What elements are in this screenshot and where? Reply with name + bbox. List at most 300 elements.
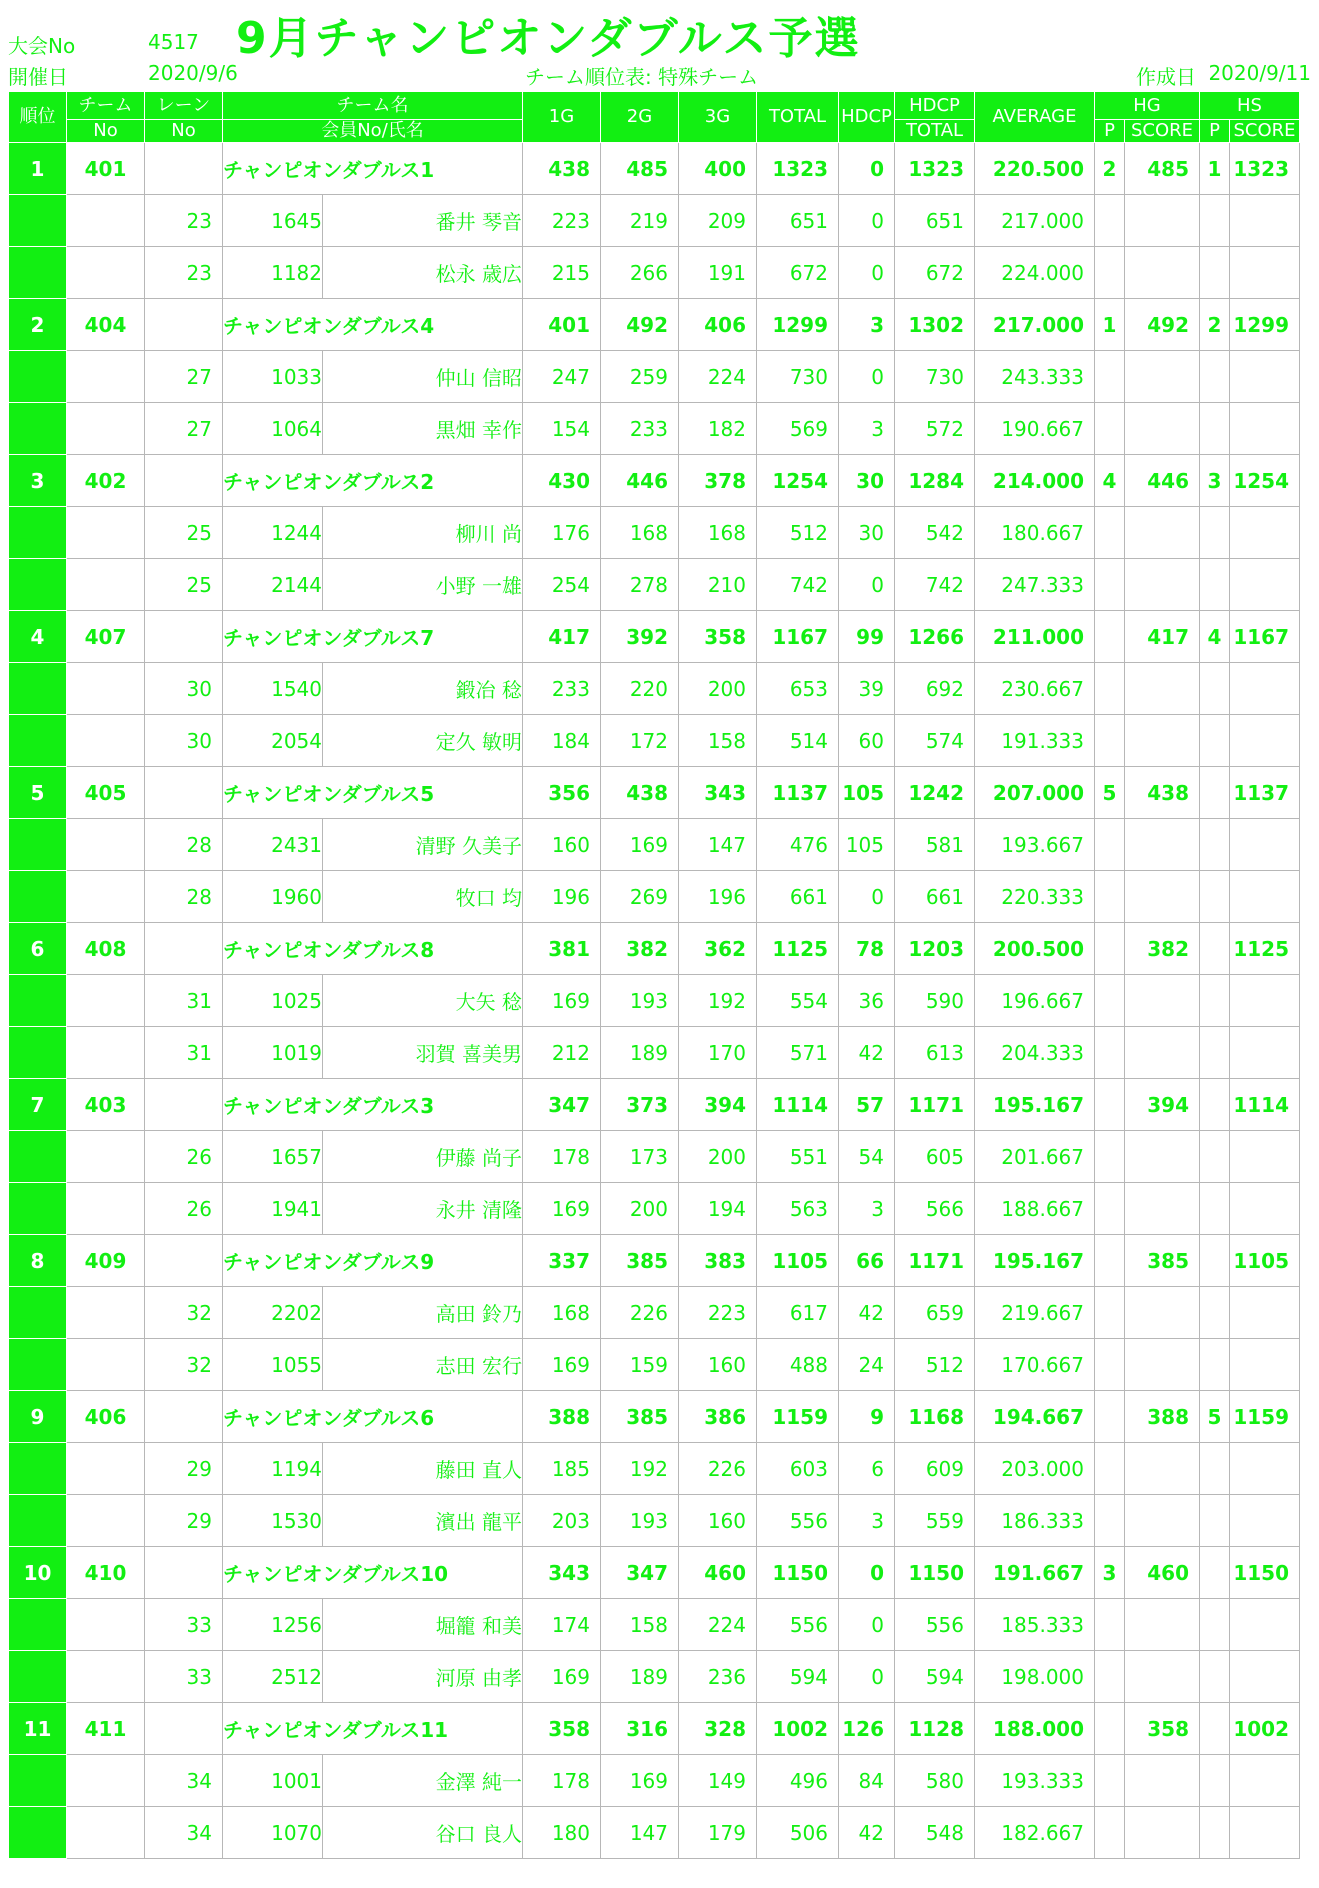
hs-p-cell: [1200, 663, 1230, 715]
member-no-cell: 1055: [223, 1339, 323, 1391]
hg-score-cell: [1125, 1807, 1200, 1859]
game2-cell: 492: [601, 299, 679, 351]
team-no-cell: [67, 1599, 145, 1651]
hdcp-total-cell: 613: [895, 1027, 975, 1079]
member-name-cell: 羽賀 喜美男: [323, 1027, 523, 1079]
hs-score-cell: 1114: [1230, 1079, 1300, 1131]
hdcp-total-cell: 742: [895, 559, 975, 611]
hdcp-total-cell: 692: [895, 663, 975, 715]
game1-cell: 169: [523, 1183, 601, 1235]
hg-p-cell: [1095, 403, 1125, 455]
team-row: [9, 1079, 1300, 1131]
hs-score-cell: 1105: [1230, 1235, 1300, 1287]
game2-cell: 278: [601, 559, 679, 611]
member-no-cell: 1070: [223, 1807, 323, 1859]
member-name-cell: 小野 一雄: [323, 559, 523, 611]
lane-no-cell: [145, 1391, 223, 1443]
member-row: [9, 247, 1300, 299]
member-name-cell: 番井 琴音: [323, 195, 523, 247]
hs-p-cell: [1200, 1079, 1230, 1131]
col-1g: 1G: [523, 92, 601, 143]
col-hs-p: P: [1200, 120, 1230, 143]
team-no-cell: 406: [67, 1391, 145, 1443]
average-cell: 191.667: [975, 1547, 1095, 1599]
col-hdcp-total-top: HDCP: [895, 92, 975, 120]
col-lane-no-bottom: No: [145, 120, 223, 143]
created-label: 作成日: [1136, 65, 1196, 89]
lane-no-cell: [145, 1703, 223, 1755]
hg-p-cell: [1095, 923, 1125, 975]
rank-cell: 7: [9, 1079, 67, 1131]
game2-cell: 269: [601, 871, 679, 923]
game3-cell: 223: [679, 1287, 757, 1339]
hs-p-cell: [1200, 819, 1230, 871]
hdcp-cell: 99: [839, 611, 895, 663]
total-cell: 569: [757, 403, 839, 455]
game2-cell: 219: [601, 195, 679, 247]
rank-cell: [9, 715, 67, 767]
hdcp-total-cell: 1266: [895, 611, 975, 663]
lane-no-cell: 34: [145, 1755, 223, 1807]
member-no-cell: 2431: [223, 819, 323, 871]
member-no-cell: 1960: [223, 871, 323, 923]
created-date: 2020/9/11: [1208, 61, 1311, 85]
total-cell: 1002: [757, 1703, 839, 1755]
hs-p-cell: [1200, 923, 1230, 975]
hs-score-cell: [1230, 871, 1300, 923]
average-cell: 230.667: [975, 663, 1095, 715]
hg-score-cell: [1125, 1495, 1200, 1547]
game2-cell: 485: [601, 143, 679, 195]
game1-cell: 169: [523, 1339, 601, 1391]
member-row: [9, 1287, 1300, 1339]
hg-p-cell: [1095, 819, 1125, 871]
lane-no-cell: 32: [145, 1287, 223, 1339]
team-no-cell: 407: [67, 611, 145, 663]
team-no-cell: [67, 1027, 145, 1079]
hg-score-cell: [1125, 1443, 1200, 1495]
hs-score-cell: 1254: [1230, 455, 1300, 507]
member-no-cell: 2144: [223, 559, 323, 611]
hs-p-cell: [1200, 559, 1230, 611]
member-name-cell: 濱出 龍平: [323, 1495, 523, 1547]
rank-cell: [9, 1183, 67, 1235]
hs-score-cell: [1230, 819, 1300, 871]
member-row: [9, 715, 1300, 767]
team-no-cell: [67, 663, 145, 715]
member-row: [9, 663, 1300, 715]
team-no-cell: 403: [67, 1079, 145, 1131]
hdcp-cell: 78: [839, 923, 895, 975]
lane-no-cell: 34: [145, 1807, 223, 1859]
lane-no-cell: [145, 455, 223, 507]
total-cell: 512: [757, 507, 839, 559]
team-name-cell: チャンピオンダブルス4: [223, 299, 523, 351]
member-no-cell: 2202: [223, 1287, 323, 1339]
hs-score-cell: [1230, 1339, 1300, 1391]
hdcp-cell: 0: [839, 1599, 895, 1651]
member-no-cell: 1657: [223, 1131, 323, 1183]
hg-score-cell: [1125, 1183, 1200, 1235]
average-cell: 204.333: [975, 1027, 1095, 1079]
game1-cell: 215: [523, 247, 601, 299]
total-cell: 1167: [757, 611, 839, 663]
game1-cell: 358: [523, 1703, 601, 1755]
game2-cell: 158: [601, 1599, 679, 1651]
lane-no-cell: [145, 299, 223, 351]
member-row: [9, 819, 1300, 871]
hs-p-cell: [1200, 1547, 1230, 1599]
hg-score-cell: [1125, 871, 1200, 923]
hs-score-cell: [1230, 663, 1300, 715]
hg-score-cell: 417: [1125, 611, 1200, 663]
game3-cell: 378: [679, 455, 757, 507]
hg-p-cell: [1095, 1391, 1125, 1443]
average-cell: 200.500: [975, 923, 1095, 975]
total-cell: 556: [757, 1495, 839, 1547]
hg-p-cell: [1095, 1131, 1125, 1183]
hdcp-cell: 9: [839, 1391, 895, 1443]
game2-cell: 385: [601, 1391, 679, 1443]
rank-cell: [9, 1495, 67, 1547]
team-row: [9, 455, 1300, 507]
hg-p-cell: 4: [1095, 455, 1125, 507]
average-cell: 201.667: [975, 1131, 1095, 1183]
game1-cell: 180: [523, 1807, 601, 1859]
game1-cell: 212: [523, 1027, 601, 1079]
col-3g: 3G: [679, 92, 757, 143]
total-cell: 1159: [757, 1391, 839, 1443]
lane-no-cell: [145, 923, 223, 975]
col-hdcp: HDCP: [839, 92, 895, 143]
average-cell: 224.000: [975, 247, 1095, 299]
hs-p-cell: [1200, 1027, 1230, 1079]
hdcp-total-cell: 1168: [895, 1391, 975, 1443]
game1-cell: 430: [523, 455, 601, 507]
game2-cell: 189: [601, 1651, 679, 1703]
member-no-cell: 1064: [223, 403, 323, 455]
hdcp-cell: 0: [839, 1651, 895, 1703]
hdcp-total-cell: 1323: [895, 143, 975, 195]
hdcp-cell: 105: [839, 767, 895, 819]
lane-no-cell: [145, 1547, 223, 1599]
lane-no-cell: [145, 1079, 223, 1131]
rank-cell: 1: [9, 143, 67, 195]
game3-cell: 160: [679, 1495, 757, 1547]
lane-no-cell: 28: [145, 871, 223, 923]
total-cell: 554: [757, 975, 839, 1027]
hg-score-cell: 385: [1125, 1235, 1200, 1287]
game3-cell: 209: [679, 195, 757, 247]
game1-cell: 337: [523, 1235, 601, 1287]
total-cell: 742: [757, 559, 839, 611]
lane-no-cell: 23: [145, 247, 223, 299]
member-row: [9, 1183, 1300, 1235]
team-no-cell: [67, 871, 145, 923]
table-title: チーム順位表: 特殊チーム: [525, 65, 759, 89]
hg-p-cell: [1095, 1443, 1125, 1495]
team-row: [9, 1703, 1300, 1755]
team-row: [9, 299, 1300, 351]
team-no-cell: [67, 559, 145, 611]
member-name-cell: 志田 宏行: [323, 1339, 523, 1391]
hg-p-cell: [1095, 611, 1125, 663]
lane-no-cell: 29: [145, 1495, 223, 1547]
lane-no-cell: 27: [145, 403, 223, 455]
team-name-cell: チャンピオンダブルス5: [223, 767, 523, 819]
hdcp-cell: 0: [839, 1547, 895, 1599]
total-cell: 1114: [757, 1079, 839, 1131]
game2-cell: 266: [601, 247, 679, 299]
hdcp-total-cell: 1242: [895, 767, 975, 819]
team-name-cell: チャンピオンダブルス10: [223, 1547, 523, 1599]
hs-score-cell: [1230, 1599, 1300, 1651]
game2-cell: 193: [601, 975, 679, 1027]
game3-cell: 328: [679, 1703, 757, 1755]
game2-cell: 193: [601, 1495, 679, 1547]
hdcp-total-cell: 651: [895, 195, 975, 247]
hs-p-cell: [1200, 1599, 1230, 1651]
rank-cell: 11: [9, 1703, 67, 1755]
date-label: 開催日: [8, 65, 68, 89]
hs-score-cell: [1230, 1287, 1300, 1339]
hg-p-cell: [1095, 871, 1125, 923]
team-no-cell: [67, 1755, 145, 1807]
member-no-cell: 1019: [223, 1027, 323, 1079]
hg-p-cell: [1095, 559, 1125, 611]
rank-cell: [9, 819, 67, 871]
average-cell: 188.667: [975, 1183, 1095, 1235]
game1-cell: 247: [523, 351, 601, 403]
hg-score-cell: [1125, 1651, 1200, 1703]
average-cell: 203.000: [975, 1443, 1095, 1495]
rank-cell: [9, 559, 67, 611]
member-name-cell: 堀籠 和美: [323, 1599, 523, 1651]
total-cell: 563: [757, 1183, 839, 1235]
team-name-cell: チャンピオンダブルス7: [223, 611, 523, 663]
event-no-label: 大会No: [8, 34, 76, 58]
member-row: [9, 871, 1300, 923]
hs-p-cell: [1200, 1651, 1230, 1703]
rank-cell: [9, 195, 67, 247]
hdcp-cell: 0: [839, 143, 895, 195]
team-name-cell: チャンピオンダブルス3: [223, 1079, 523, 1131]
table-body: [9, 143, 1300, 1859]
game3-cell: 160: [679, 1339, 757, 1391]
game2-cell: 147: [601, 1807, 679, 1859]
hg-p-cell: [1095, 663, 1125, 715]
hs-p-cell: [1200, 1703, 1230, 1755]
hg-score-cell: [1125, 819, 1200, 871]
game2-cell: 373: [601, 1079, 679, 1131]
hs-score-cell: [1230, 1183, 1300, 1235]
total-cell: 672: [757, 247, 839, 299]
hg-score-cell: [1125, 1287, 1200, 1339]
game2-cell: 173: [601, 1131, 679, 1183]
rank-cell: [9, 975, 67, 1027]
average-cell: 170.667: [975, 1339, 1095, 1391]
col-team-no-top: チーム: [67, 92, 145, 120]
rank-cell: [9, 1339, 67, 1391]
game3-cell: 200: [679, 663, 757, 715]
hg-p-cell: [1095, 1183, 1125, 1235]
col-team-no-bottom: No: [67, 120, 145, 143]
game1-cell: 381: [523, 923, 601, 975]
hdcp-total-cell: 730: [895, 351, 975, 403]
total-cell: 1254: [757, 455, 839, 507]
lane-no-cell: [145, 143, 223, 195]
member-no-cell: 1645: [223, 195, 323, 247]
hdcp-cell: 30: [839, 507, 895, 559]
hdcp-total-cell: 1203: [895, 923, 975, 975]
hdcp-total-cell: 659: [895, 1287, 975, 1339]
hdcp-cell: 3: [839, 1495, 895, 1547]
total-cell: 603: [757, 1443, 839, 1495]
member-name-cell: 松永 歳広: [323, 247, 523, 299]
member-name-cell: 谷口 良人: [323, 1807, 523, 1859]
member-name-cell: 河原 由孝: [323, 1651, 523, 1703]
game1-cell: 169: [523, 1651, 601, 1703]
hdcp-cell: 3: [839, 403, 895, 455]
hs-score-cell: [1230, 1651, 1300, 1703]
game3-cell: 343: [679, 767, 757, 819]
hdcp-total-cell: 1150: [895, 1547, 975, 1599]
hdcp-cell: 24: [839, 1339, 895, 1391]
event-date: 2020/9/6: [148, 61, 238, 85]
event-info-line: [8, 30, 1311, 62]
total-cell: 514: [757, 715, 839, 767]
game2-cell: 382: [601, 923, 679, 975]
game2-cell: 259: [601, 351, 679, 403]
average-cell: 207.000: [975, 767, 1095, 819]
hs-score-cell: [1230, 1443, 1300, 1495]
average-cell: 220.500: [975, 143, 1095, 195]
lane-no-cell: 30: [145, 715, 223, 767]
member-row: [9, 1027, 1300, 1079]
game3-cell: 168: [679, 507, 757, 559]
col-lane-no-top: レーン: [145, 92, 223, 120]
hdcp-cell: 0: [839, 559, 895, 611]
hs-p-cell: [1200, 975, 1230, 1027]
hg-p-cell: [1095, 1235, 1125, 1287]
average-cell: 193.333: [975, 1755, 1095, 1807]
rank-cell: 2: [9, 299, 67, 351]
col-hs: HS: [1200, 92, 1300, 120]
total-cell: 476: [757, 819, 839, 871]
hg-score-cell: 460: [1125, 1547, 1200, 1599]
hg-p-cell: [1095, 1703, 1125, 1755]
lane-no-cell: 30: [145, 663, 223, 715]
total-cell: 1125: [757, 923, 839, 975]
hdcp-total-cell: 1128: [895, 1703, 975, 1755]
hs-score-cell: 1299: [1230, 299, 1300, 351]
team-no-cell: [67, 975, 145, 1027]
team-no-cell: [67, 403, 145, 455]
hg-score-cell: [1125, 403, 1200, 455]
team-no-cell: [67, 1651, 145, 1703]
team-row: [9, 1391, 1300, 1443]
rank-cell: [9, 1755, 67, 1807]
hdcp-total-cell: 1171: [895, 1079, 975, 1131]
hs-p-cell: [1200, 1131, 1230, 1183]
average-cell: 195.167: [975, 1235, 1095, 1287]
hdcp-total-cell: 572: [895, 403, 975, 455]
game1-cell: 417: [523, 611, 601, 663]
game1-cell: 347: [523, 1079, 601, 1131]
member-row: [9, 507, 1300, 559]
hdcp-cell: 84: [839, 1755, 895, 1807]
team-no-cell: 402: [67, 455, 145, 507]
team-no-cell: [67, 1131, 145, 1183]
hs-score-cell: [1230, 1495, 1300, 1547]
game1-cell: 178: [523, 1131, 601, 1183]
game1-cell: 233: [523, 663, 601, 715]
member-no-cell: 2512: [223, 1651, 323, 1703]
member-no-cell: 1025: [223, 975, 323, 1027]
hg-p-cell: [1095, 975, 1125, 1027]
game2-cell: 446: [601, 455, 679, 507]
team-ranking-table: [8, 91, 1300, 1859]
hdcp-total-cell: 566: [895, 1183, 975, 1235]
hdcp-total-cell: 542: [895, 507, 975, 559]
team-row: [9, 923, 1300, 975]
game1-cell: 169: [523, 975, 601, 1027]
hdcp-cell: 3: [839, 1183, 895, 1235]
hg-p-cell: 3: [1095, 1547, 1125, 1599]
hs-p-cell: [1200, 871, 1230, 923]
col-2g: 2G: [601, 92, 679, 143]
member-row: [9, 1339, 1300, 1391]
hs-p-cell: [1200, 195, 1230, 247]
hdcp-cell: 0: [839, 195, 895, 247]
total-cell: 1299: [757, 299, 839, 351]
hg-p-cell: [1095, 1495, 1125, 1547]
game3-cell: 182: [679, 403, 757, 455]
team-no-cell: [67, 819, 145, 871]
game1-cell: 254: [523, 559, 601, 611]
team-no-cell: [67, 1807, 145, 1859]
col-rank: 順位: [9, 92, 67, 143]
lane-no-cell: 26: [145, 1131, 223, 1183]
game3-cell: 149: [679, 1755, 757, 1807]
member-row: [9, 559, 1300, 611]
hg-score-cell: [1125, 559, 1200, 611]
rank-cell: [9, 403, 67, 455]
hdcp-total-cell: 574: [895, 715, 975, 767]
rank-cell: 4: [9, 611, 67, 663]
total-cell: 1150: [757, 1547, 839, 1599]
hg-score-cell: [1125, 351, 1200, 403]
hg-score-cell: [1125, 507, 1200, 559]
hg-score-cell: [1125, 1755, 1200, 1807]
team-no-cell: [67, 1183, 145, 1235]
hdcp-total-cell: 580: [895, 1755, 975, 1807]
member-row: [9, 1495, 1300, 1547]
rank-cell: [9, 1443, 67, 1495]
table-header: [9, 92, 1300, 143]
average-cell: 188.000: [975, 1703, 1095, 1755]
hs-p-cell: [1200, 403, 1230, 455]
game1-cell: 388: [523, 1391, 601, 1443]
hs-score-cell: 1137: [1230, 767, 1300, 819]
member-row: [9, 1651, 1300, 1703]
hdcp-cell: 36: [839, 975, 895, 1027]
average-cell: 220.333: [975, 871, 1095, 923]
game3-cell: 383: [679, 1235, 757, 1287]
game3-cell: 236: [679, 1651, 757, 1703]
average-cell: 191.333: [975, 715, 1095, 767]
team-no-cell: 410: [67, 1547, 145, 1599]
